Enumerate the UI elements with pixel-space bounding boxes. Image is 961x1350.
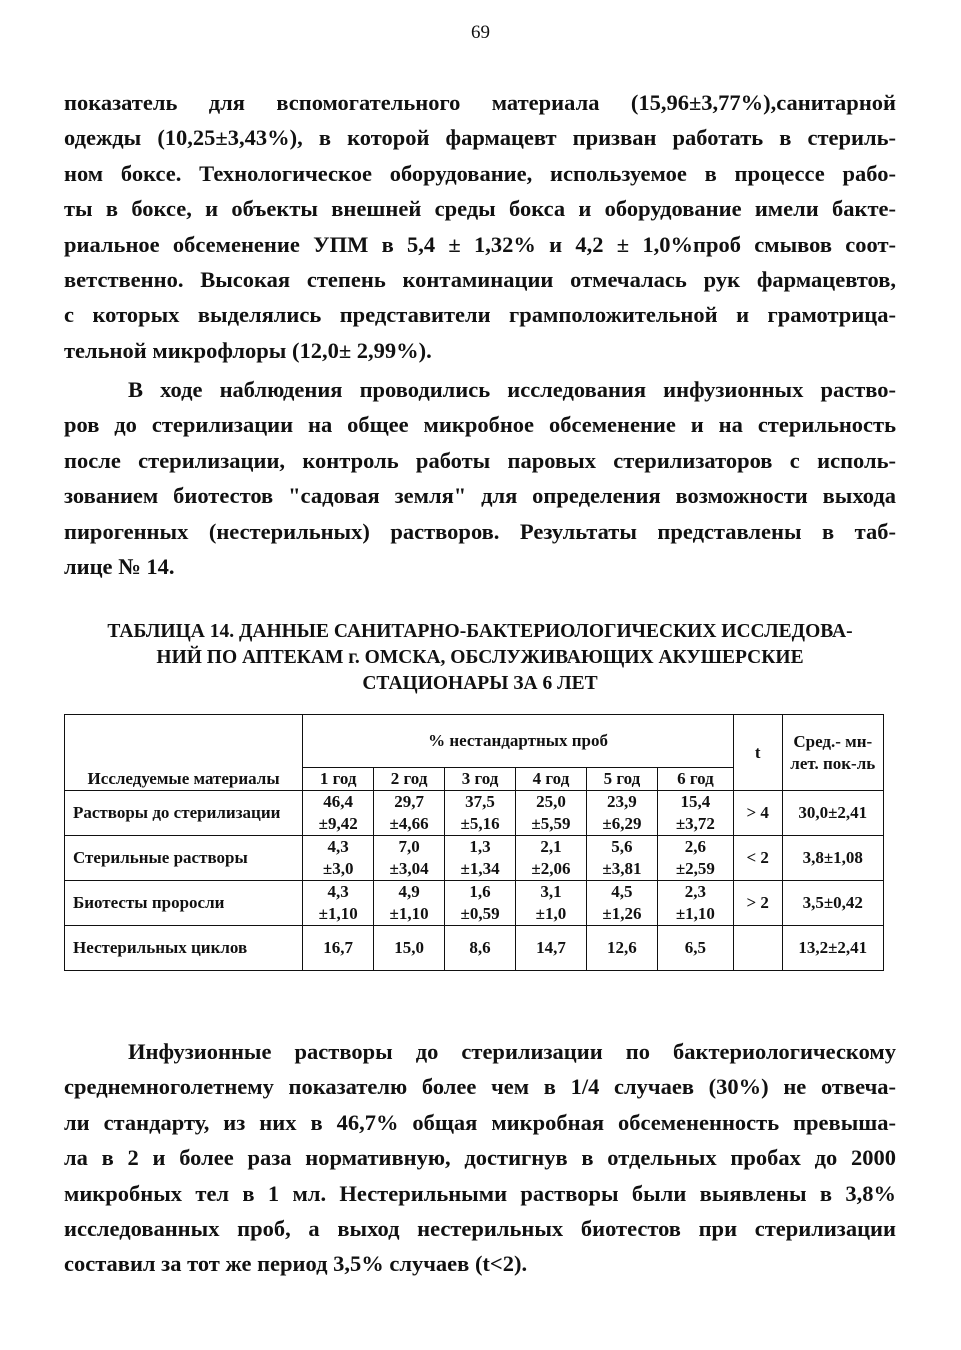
- t-cell: > 4: [733, 791, 782, 836]
- paragraph-line: показатель для вспомогательного материала (15,96±3,77%),санитарной: [64, 90, 896, 115]
- page-number: 69: [471, 22, 490, 43]
- table-title-line: ТАБЛИЦА 14. ДАННЫЕ САНИТАРНО-БАКТЕРИОЛОГИЧЕСКИХ ИССЛЕДОВА-: [107, 621, 853, 642]
- value: 14,7: [536, 938, 566, 957]
- value: 16,7: [323, 938, 354, 957]
- t-cell: > 2: [733, 881, 782, 926]
- average-cell: 30,0±2,41: [782, 791, 883, 836]
- paragraph-2: [64, 372, 896, 584]
- material-cell: Нестерильных циклов: [65, 926, 303, 971]
- value-error: ±1,10: [675, 904, 715, 923]
- paragraph-3: [64, 1034, 896, 1282]
- value-error: ±6,29: [602, 814, 642, 833]
- value: 2,1: [540, 837, 562, 856]
- paragraph-line: В ходе наблюдения проводились исследования инфузионных раство-: [128, 377, 896, 402]
- paragraph-line: исследованных проб, а выход нестерильных биотестов при стерилизации: [64, 1216, 896, 1242]
- value: 7,0: [398, 837, 420, 856]
- value-error: ±4,66: [389, 814, 429, 833]
- value-error: ±1,26: [602, 904, 642, 923]
- header-t: t: [733, 715, 782, 791]
- value-cell: [303, 926, 374, 971]
- t-cell: [733, 926, 782, 971]
- value: 25,0: [536, 792, 566, 811]
- value-error: ±2,59: [675, 859, 715, 878]
- value-cell: [586, 791, 657, 836]
- header-percent: % нестандартных проб: [303, 715, 734, 768]
- value-cell: [445, 926, 516, 971]
- value: 1,3: [469, 837, 491, 856]
- header-year: 4 год: [516, 768, 587, 791]
- value: 15,4: [680, 792, 711, 811]
- average-cell: 3,8±1,08: [782, 836, 883, 881]
- value-cell: [657, 881, 733, 926]
- value-error: ±3,04: [389, 859, 429, 878]
- value-error: ±1,10: [389, 904, 429, 923]
- value-cell: [303, 881, 374, 926]
- paragraph-line: составил за тот же период 3,5% случаев (t<2).: [64, 1251, 528, 1277]
- paragraph-line: риальное обсеменение УПМ в 5,4 ± 1,32% и 4,2 ± 1,0%проб смывов соот-: [64, 231, 896, 257]
- value: 15,0: [394, 938, 424, 957]
- paragraph-line: Инфузионные растворы до стерилизации по бактериологическому: [128, 1039, 896, 1064]
- value: 46,4: [323, 792, 354, 811]
- header-year: 3 год: [445, 768, 516, 791]
- value: 6,5: [684, 938, 707, 957]
- header-year: 6 год: [657, 768, 733, 791]
- paragraph-line: лице № 14.: [64, 554, 175, 580]
- value-cell: [516, 836, 587, 881]
- table-title-line: НИЙ ПО АПТЕКАМ г. ОМСКА, ОБСЛУЖИВАЮЩИХ АКУШЕРСКИЕ: [156, 647, 804, 668]
- paragraph-line: одежды (10,25±3,43%), в которой фармацевт призван работать в стериль-: [64, 125, 896, 151]
- paragraph-line: ном боксе. Технологическое оборудование, используемое в процессе рабо-: [64, 160, 896, 186]
- value: 4,3: [327, 837, 349, 856]
- table-title-line: СТАЦИОНАРЫ ЗА 6 ЛЕТ: [362, 673, 598, 694]
- header-year: 5 год: [586, 768, 657, 791]
- value: 37,5: [465, 792, 495, 811]
- material-cell: Стерильные растворы: [65, 836, 303, 881]
- table-title: [64, 619, 896, 697]
- average-cell: 13,2±2,41: [782, 926, 883, 971]
- value-cell: [303, 791, 374, 836]
- table-row: [65, 836, 884, 881]
- value-cell: [516, 881, 587, 926]
- value: 12,6: [607, 938, 637, 957]
- value-cell: [657, 926, 733, 971]
- value-error: ±3,81: [602, 859, 642, 878]
- value-cell: [586, 881, 657, 926]
- value-error: ±5,16: [460, 814, 500, 833]
- value-error: ±1,0: [535, 904, 567, 923]
- value: 3,1: [540, 882, 562, 901]
- paragraph-line: ла в 2 и более раза нормативную, достигнув в отдельных пробах до 2000: [64, 1145, 896, 1171]
- paragraph-line: ров до стерилизации на общее микробное обсеменение и на стерильность: [64, 412, 896, 438]
- value: 4,3: [327, 882, 349, 901]
- average-cell: 3,5±0,42: [782, 881, 883, 926]
- value: 5,6: [611, 837, 633, 856]
- value: 4,9: [398, 882, 420, 901]
- value-cell: [445, 836, 516, 881]
- value-cell: [445, 881, 516, 926]
- value-error: ±2,06: [531, 859, 571, 878]
- table-row: [65, 926, 884, 971]
- value: 4,5: [611, 882, 633, 901]
- value-cell: [586, 926, 657, 971]
- value-cell: [516, 926, 587, 971]
- value-cell: [374, 836, 445, 881]
- value: 23,9: [607, 792, 637, 811]
- header-average: Сред.- мн-лет. пок-ль: [782, 715, 883, 791]
- paragraph-line: зованием биотестов "садовая земля" для определения возможности выхода: [64, 483, 896, 509]
- paragraph-line: ли стандарту, из них в 46,7% общая микробная обсемененность превыша-: [64, 1109, 896, 1135]
- table-row: [65, 881, 884, 926]
- value: 2,6: [684, 837, 707, 856]
- value-cell: [374, 791, 445, 836]
- value: 1,6: [469, 882, 491, 901]
- header-materials: Исследуемые материалы: [65, 715, 303, 791]
- value-cell: [657, 791, 733, 836]
- value: 29,7: [394, 792, 424, 811]
- results-table: [64, 714, 884, 971]
- paragraph-line: среднемноголетнему показателю более чем в 1/4 случаев (30%) не отвеча-: [64, 1074, 896, 1100]
- t-cell: < 2: [733, 836, 782, 881]
- value-cell: [374, 881, 445, 926]
- paragraph-line: после стерилизации, контроль работы паровых стерилизаторов с исполь-: [64, 447, 896, 473]
- header-year: 1 год: [303, 768, 374, 791]
- value: 2,3: [684, 882, 707, 901]
- value-error: ±5,59: [531, 814, 571, 833]
- paragraph-1: [64, 85, 896, 368]
- value-error: ±3,72: [675, 814, 715, 833]
- value-cell: [374, 926, 445, 971]
- value-cell: [303, 836, 374, 881]
- value-cell: [657, 836, 733, 881]
- value-error: ±3,0: [322, 859, 354, 878]
- table-row: [65, 791, 884, 836]
- value-cell: [445, 791, 516, 836]
- value-error: ±9,42: [318, 814, 358, 833]
- value-error: ±1,10: [318, 904, 358, 923]
- paragraph-line: ты в боксе, и объекты внешней среды бокса и оборудование имели бакте-: [64, 196, 896, 222]
- value-cell: [586, 836, 657, 881]
- value-cell: [516, 791, 587, 836]
- paragraph-line: микробных тел в 1 мл. Нестерильными растворы были выявлены в 3,8%: [64, 1180, 896, 1206]
- value-error: ±1,34: [460, 859, 500, 878]
- paragraph-line: ветственно. Высокая степень контаминации отмечалась рук фармацевтов,: [64, 267, 896, 293]
- table-body: [65, 791, 884, 971]
- material-cell: Биотесты проросли: [65, 881, 303, 926]
- paragraph-line: пирогенных (нестерильных) растворов. Результаты представлены в таб-: [64, 518, 896, 544]
- value: 8,6: [469, 938, 491, 957]
- value-error: ±0,59: [460, 904, 500, 923]
- material-cell: Растворы до стерилизации: [65, 791, 303, 836]
- paragraph-line: тельной микрофлоры (12,0± 2,99%).: [64, 337, 432, 363]
- header-year: 2 год: [374, 768, 445, 791]
- paragraph-line: с которых выделялись представители грамположительной и грамотрица-: [64, 302, 896, 328]
